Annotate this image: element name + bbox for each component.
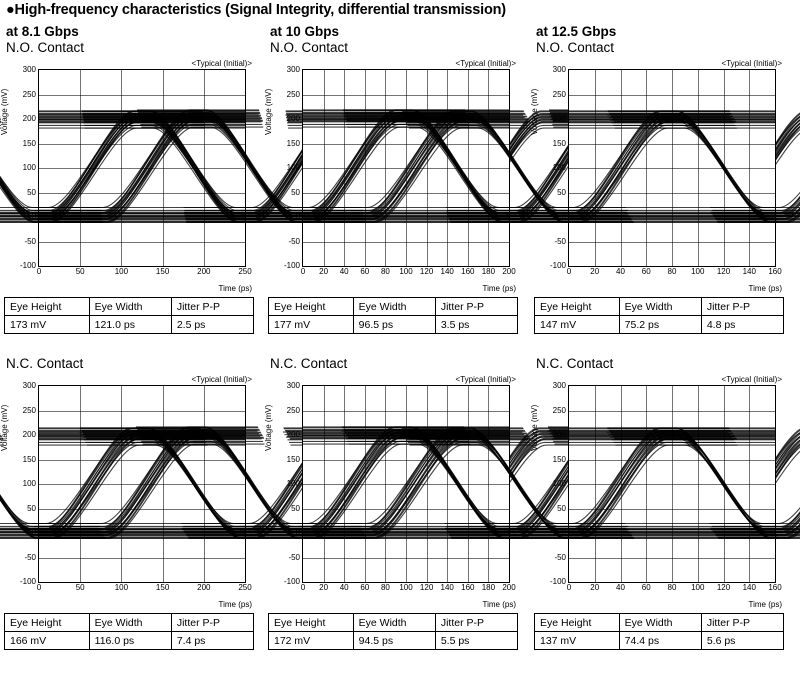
- block-no-contact: [0, 24, 254, 334]
- x-tick-label: 40: [616, 267, 625, 276]
- x-axis-title: Time (ps): [218, 284, 252, 293]
- y-axis-title: Voltage (mV): [264, 404, 273, 451]
- y-tick-label: 150: [22, 454, 36, 464]
- eye-diagram-chart: [0, 373, 254, 609]
- table-row: [535, 632, 784, 650]
- x-axis-title: Time (ps): [482, 600, 516, 609]
- cell-eye-height: 147 mV: [535, 316, 620, 334]
- y-tick-label: 150: [552, 138, 566, 148]
- plot-area: [549, 381, 782, 592]
- contact-label: N.O. Contact: [6, 40, 85, 55]
- x-tick-label: 40: [339, 267, 349, 276]
- y-tick-label: 100: [552, 479, 566, 488]
- y-tick-label: 50: [27, 187, 36, 197]
- cell-eye-height: 166 mV: [5, 632, 90, 650]
- metrics-table: [4, 613, 254, 650]
- x-tick-label: 120: [419, 583, 434, 592]
- y-tick-label: 100: [22, 163, 36, 172]
- x-tick-label: 0: [566, 583, 572, 592]
- y-tick-label: 0: [561, 528, 566, 537]
- col-eye-width: Eye Width: [89, 298, 171, 316]
- y-tick-label: -100: [549, 261, 566, 270]
- eye-diagram-chart: [530, 57, 784, 293]
- metrics-table: [534, 297, 784, 334]
- x-tick-label: 180: [481, 267, 496, 276]
- x-tick-label: 200: [197, 583, 211, 592]
- y-tick-label: -50: [24, 236, 36, 246]
- speed-label: at 8.1 Gbps: [6, 24, 79, 39]
- y-tick-label: 0: [31, 528, 36, 537]
- y-tick-label: -100: [19, 577, 36, 586]
- x-tick-label: 140: [440, 267, 454, 276]
- table-header-row: [5, 298, 254, 316]
- x-tick-label: 20: [590, 583, 600, 592]
- y-tick-label: 150: [286, 138, 300, 148]
- y-tick-label: 50: [557, 503, 566, 513]
- y-tick-label: 200: [286, 114, 300, 123]
- column-8.1gbps: [0, 24, 254, 647]
- x-tick-label: 80: [667, 583, 677, 592]
- y-axis-title: Voltage (mV): [530, 88, 539, 135]
- cell-jitter: 5.5 ps: [435, 632, 517, 650]
- col-eye-width: Eye Width: [619, 614, 701, 632]
- y-tick-label: 50: [27, 503, 36, 513]
- cell-jitter: 7.4 ps: [171, 632, 253, 650]
- y-tick-label: 100: [22, 479, 36, 488]
- table-row: [5, 316, 254, 334]
- col-eye-height: Eye Height: [535, 614, 620, 632]
- col-jitter: Jitter P-P: [701, 298, 783, 316]
- y-tick-label: 250: [286, 89, 300, 99]
- x-tick-label: 100: [399, 267, 413, 276]
- y-tick-label: 200: [22, 430, 36, 439]
- metrics-table: [534, 613, 784, 650]
- block-no-contact: [264, 24, 518, 334]
- x-axis-title: Time (ps): [748, 600, 782, 609]
- x-tick-label: 250: [238, 583, 252, 592]
- y-tick-label: 0: [295, 212, 300, 221]
- col-eye-width: Eye Width: [353, 614, 435, 632]
- y-tick-label: -50: [554, 236, 566, 246]
- typical-note: <Typical (Initial)>: [721, 375, 782, 384]
- typical-note: <Typical (Initial)>: [191, 59, 252, 68]
- y-tick-label: 0: [295, 528, 300, 537]
- x-tick-label: 60: [641, 267, 651, 276]
- col-eye-width: Eye Width: [619, 298, 701, 316]
- y-tick-label: 250: [286, 405, 300, 415]
- y-tick-label: 200: [22, 114, 36, 123]
- y-tick-label: -50: [554, 552, 566, 562]
- x-tick-label: 140: [440, 583, 454, 592]
- x-tick-label: 120: [419, 267, 434, 276]
- x-tick-label: 120: [716, 583, 731, 592]
- col-jitter: Jitter P-P: [435, 614, 517, 632]
- x-tick-label: 250: [238, 267, 252, 276]
- y-tick-label: -100: [283, 261, 300, 270]
- x-tick-label: 100: [114, 583, 129, 592]
- eye-pattern: [569, 386, 775, 582]
- page-title: ●High-frequency characteristics (Signal Integrity, differential transmission): [6, 2, 506, 18]
- x-tick-label: 0: [300, 267, 306, 276]
- x-tick-label: 160: [461, 583, 475, 592]
- table-row: [5, 632, 254, 650]
- y-axis-title: Voltage (mV): [530, 404, 539, 451]
- x-tick-label: 150: [155, 267, 170, 276]
- x-tick-label: 0: [36, 267, 42, 276]
- x-tick-label: 120: [716, 267, 731, 276]
- y-tick-label: -50: [288, 552, 300, 562]
- contact-label: N.C. Contact: [270, 356, 348, 371]
- y-tick-label: 50: [557, 187, 566, 197]
- x-tick-label: 60: [360, 583, 370, 592]
- col-eye-width: Eye Width: [353, 298, 435, 316]
- cell-eye-width: 121.0 ps: [89, 316, 171, 334]
- y-tick-label: -100: [549, 577, 566, 586]
- x-tick-label: 0: [300, 583, 306, 592]
- x-tick-label: 160: [768, 583, 782, 592]
- y-tick-label: 300: [552, 381, 566, 390]
- x-tick-label: 20: [590, 267, 600, 276]
- column-12.5gbps: [530, 24, 784, 647]
- y-tick-label: 300: [22, 381, 36, 390]
- table-row: [269, 316, 518, 334]
- y-tick-label: 100: [286, 479, 300, 488]
- y-tick-label: 150: [552, 454, 566, 464]
- x-axis-title: Time (ps): [748, 284, 782, 293]
- x-tick-label: 200: [502, 267, 516, 276]
- y-axis-title: Voltage (mV): [0, 404, 9, 451]
- x-tick-label: 100: [114, 267, 129, 276]
- y-tick-label: 200: [286, 430, 300, 439]
- y-tick-label: 150: [22, 138, 36, 148]
- cell-jitter: 4.8 ps: [701, 316, 783, 334]
- cell-eye-height: 172 mV: [269, 632, 354, 650]
- col-eye-height: Eye Height: [269, 298, 354, 316]
- x-tick-label: 160: [768, 267, 782, 276]
- y-tick-label: -100: [283, 577, 300, 586]
- x-tick-label: 140: [742, 583, 756, 592]
- x-axis-title: Time (ps): [482, 284, 516, 293]
- x-tick-label: 80: [667, 267, 677, 276]
- y-tick-label: 200: [552, 430, 566, 439]
- y-tick-label: 200: [552, 114, 566, 123]
- x-tick-label: 60: [641, 583, 651, 592]
- eye-pattern: [569, 70, 775, 266]
- typical-note: <Typical (Initial)>: [455, 59, 516, 68]
- x-tick-label: 100: [691, 267, 705, 276]
- block-no-contact: [530, 24, 784, 334]
- y-tick-label: 0: [561, 212, 566, 221]
- speed-label: at 12.5 Gbps: [536, 24, 617, 39]
- y-tick-label: -50: [288, 236, 300, 246]
- x-tick-label: 80: [380, 267, 390, 276]
- cell-eye-width: 74.4 ps: [619, 632, 701, 650]
- x-tick-label: 140: [742, 267, 756, 276]
- col-jitter: Jitter P-P: [171, 614, 253, 632]
- contact-label: N.O. Contact: [270, 40, 349, 55]
- contact-label: N.C. Contact: [6, 356, 84, 371]
- y-tick-label: 250: [552, 405, 566, 415]
- x-tick-label: 50: [75, 583, 85, 592]
- typical-note: <Typical (Initial)>: [455, 375, 516, 384]
- metrics-table: [4, 297, 254, 334]
- cell-jitter: 2.5 ps: [171, 316, 253, 334]
- metrics-table: [268, 613, 518, 650]
- y-tick-label: -50: [24, 552, 36, 562]
- y-tick-label: 300: [22, 65, 36, 74]
- y-tick-label: 300: [286, 65, 300, 74]
- y-tick-label: 50: [291, 503, 300, 513]
- y-tick-label: 250: [22, 89, 36, 99]
- y-tick-label: 100: [552, 163, 566, 172]
- col-eye-height: Eye Height: [5, 298, 90, 316]
- y-tick-label: 100: [286, 163, 300, 172]
- col-jitter: Jitter P-P: [435, 298, 517, 316]
- y-axis-title: Voltage (mV): [0, 88, 9, 135]
- table-header-row: [535, 298, 784, 316]
- cell-jitter: 3.5 ps: [435, 316, 517, 334]
- contact-label: N.O. Contact: [536, 40, 615, 55]
- x-tick-label: 160: [461, 267, 475, 276]
- block-nc-contact: [530, 356, 784, 650]
- cell-eye-height: 137 mV: [535, 632, 620, 650]
- typical-note: <Typical (Initial)>: [191, 375, 252, 384]
- x-tick-label: 150: [155, 583, 170, 592]
- col-eye-height: Eye Height: [269, 614, 354, 632]
- y-tick-label: 50: [291, 187, 300, 197]
- cell-jitter: 5.6 ps: [701, 632, 783, 650]
- cell-eye-width: 75.2 ps: [619, 316, 701, 334]
- y-tick-label: 250: [22, 405, 36, 415]
- metrics-table: [268, 297, 518, 334]
- col-jitter: Jitter P-P: [701, 614, 783, 632]
- cell-eye-width: 116.0 ps: [89, 632, 171, 650]
- y-tick-label: 0: [31, 212, 36, 221]
- x-tick-label: 200: [197, 267, 211, 276]
- x-tick-label: 100: [691, 583, 705, 592]
- x-tick-label: 200: [502, 583, 516, 592]
- col-eye-width: Eye Width: [89, 614, 171, 632]
- col-eye-height: Eye Height: [535, 298, 620, 316]
- table-row: [535, 316, 784, 334]
- x-tick-label: 50: [75, 267, 85, 276]
- plot-area: [549, 65, 782, 276]
- cell-eye-height: 173 mV: [5, 316, 90, 334]
- x-tick-label: 40: [616, 583, 625, 592]
- eye-diagram-chart: [530, 373, 784, 609]
- cell-eye-width: 96.5 ps: [353, 316, 435, 334]
- eye-diagram-chart: [264, 57, 518, 293]
- y-tick-label: -100: [19, 261, 36, 270]
- y-tick-label: 300: [286, 381, 300, 390]
- x-tick-label: 0: [36, 583, 42, 592]
- col-jitter: Jitter P-P: [171, 298, 253, 316]
- column-10gbps: [264, 24, 518, 647]
- x-tick-label: 20: [319, 583, 329, 592]
- y-tick-label: 250: [552, 89, 566, 99]
- table-header-row: [5, 614, 254, 632]
- table-header-row: [269, 614, 518, 632]
- x-tick-label: 40: [339, 583, 349, 592]
- table-header-row: [535, 614, 784, 632]
- x-tick-label: 20: [319, 267, 329, 276]
- speed-label: at 10 Gbps: [270, 24, 340, 39]
- table-header-row: [269, 298, 518, 316]
- eye-diagram-chart: [264, 373, 518, 609]
- typical-note: <Typical (Initial)>: [721, 59, 782, 68]
- contact-label: N.C. Contact: [536, 356, 614, 371]
- cell-eye-height: 177 mV: [269, 316, 354, 334]
- x-tick-label: 80: [380, 583, 390, 592]
- block-nc-contact: [264, 356, 518, 650]
- eye-diagram-chart: [0, 57, 254, 293]
- y-tick-label: 300: [552, 65, 566, 74]
- x-tick-label: 100: [399, 583, 413, 592]
- x-tick-label: 0: [566, 267, 572, 276]
- cell-eye-width: 94.5 ps: [353, 632, 435, 650]
- y-axis-title: Voltage (mV): [264, 88, 273, 135]
- x-tick-label: 60: [360, 267, 370, 276]
- col-eye-height: Eye Height: [5, 614, 90, 632]
- table-row: [269, 632, 518, 650]
- x-tick-label: 180: [481, 583, 496, 592]
- x-axis-title: Time (ps): [218, 600, 252, 609]
- y-tick-label: 150: [286, 454, 300, 464]
